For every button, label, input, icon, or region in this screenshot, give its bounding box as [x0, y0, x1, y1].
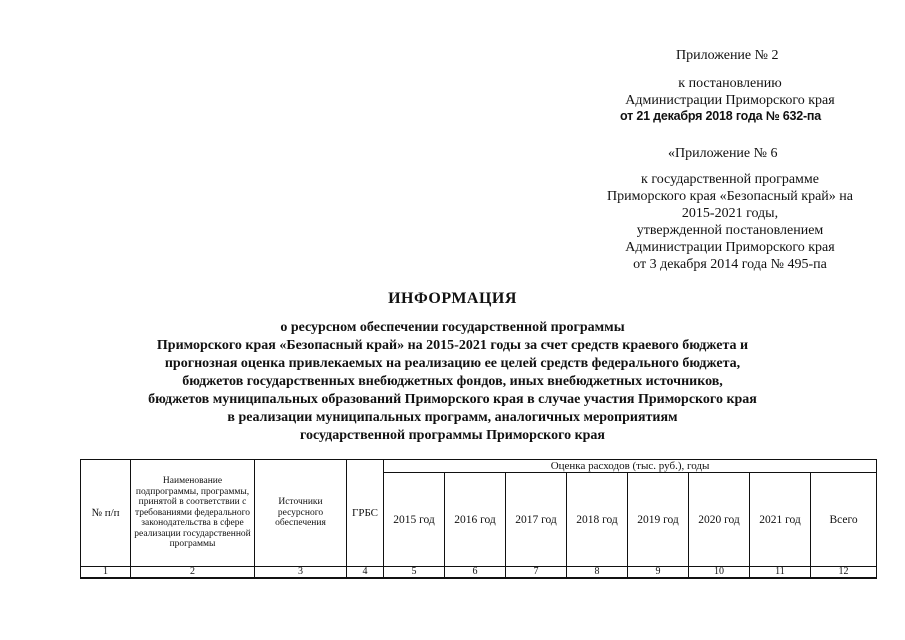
appendix6-line: 2015-2021 годы,: [681, 206, 779, 221]
appendix6-line: от 3 декабря 2014 года № 495-па: [633, 257, 827, 272]
subtitle-line: бюджетов государственных внебюджетных фондов, иных внебюджетных источников,: [182, 374, 723, 389]
header-expense-estimate: Оценка расходов (тыс. руб.), годы: [384, 460, 877, 473]
appendix6-line: к государственной программе: [641, 172, 819, 187]
header-year: 2018 год: [567, 473, 628, 567]
subtitle-line: прогнозная оценка привлекаемых на реализацию ее целей средств федерального бюджета,: [164, 356, 741, 371]
header-number: № п/п: [81, 460, 131, 567]
subtitle-line: в реализации муниципальных программ, аналогичных мероприятиям: [227, 410, 678, 425]
column-number: 8: [567, 567, 628, 579]
appendix6-line: Приморского края «Безопасный край» на: [606, 189, 853, 204]
column-number: 9: [628, 567, 689, 579]
subtitle-line: о ресурсном обеспечении государственной программы: [280, 320, 625, 335]
column-number: 12: [811, 567, 877, 579]
header-year: 2019 год: [628, 473, 689, 567]
column-number: 10: [689, 567, 750, 579]
header-grbs: ГРБС: [347, 460, 384, 567]
appendix2-title: Приложение № 2: [676, 48, 779, 63]
header-resource-source: Источники ресурсного обеспечения: [255, 460, 347, 567]
column-number: 4: [347, 567, 384, 579]
document-title: ИНФОРМАЦИЯ: [388, 290, 517, 307]
subtitle-line: Приморского края «Безопасный край» на 2015-2021 годы за счет средств краевого бюджета и: [156, 338, 749, 353]
header-year: 2016 год: [445, 473, 506, 567]
column-number: 6: [445, 567, 506, 579]
appendix6-title: «Приложение № 6: [668, 146, 778, 161]
subtitle-line: государственной программы Приморского края: [300, 428, 605, 443]
appendix2-issuer: Администрации Приморского края: [625, 93, 835, 108]
column-number: 7: [506, 567, 567, 579]
header-year: 2021 год: [750, 473, 811, 567]
column-number: 5: [384, 567, 445, 579]
appendix6-line: Администрации Приморского края: [625, 240, 835, 255]
appendix2-reference: к постановлению: [678, 76, 782, 91]
column-number: 2: [131, 567, 255, 579]
header-year: 2020 год: [689, 473, 750, 567]
subtitle-line: бюджетов муниципальных образований Приморского края в случае участия Приморского края: [148, 392, 757, 407]
header-total: Всего: [811, 473, 877, 567]
column-number: 11: [750, 567, 811, 579]
column-number: 3: [255, 567, 347, 579]
resource-table: [80, 459, 877, 579]
column-number: 1: [81, 567, 131, 579]
header-year: 2015 год: [384, 473, 445, 567]
appendix2-date-stamp: от 21 декабря 2018 года № 632-па: [620, 109, 822, 123]
header-year: 2017 год: [506, 473, 567, 567]
appendix6-line: утвержденной постановлением: [636, 223, 824, 238]
header-subprogram-name: Наименование подпрограммы, программы, принятой в соответствии с требованиями федерального законодательства в сфере реализации государственной программы: [131, 460, 255, 567]
